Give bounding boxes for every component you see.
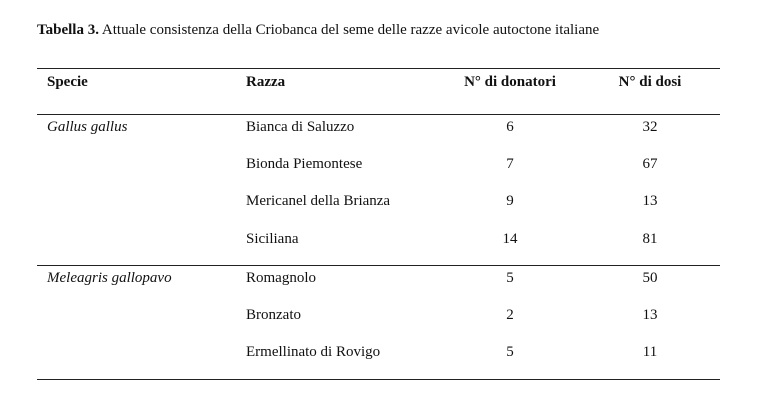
table-caption-label: Tabella 3. [37, 22, 99, 38]
table-caption-text: Attuale consistenza della Criobanca del seme delle razze avicole autoctone italiane [101, 22, 600, 38]
razza-cell: Bianca di Saluzzo [246, 119, 355, 135]
donatori-cell: 5 [506, 344, 514, 360]
razza-cell: Siciliana [246, 231, 299, 247]
table-bottom-rule [37, 379, 720, 380]
razza-cell: Ermellinato di Rovigo [246, 344, 381, 360]
razza-cell: Mericanel della Brianza [246, 193, 391, 209]
razza-cell: Bronzato [246, 307, 301, 323]
table-caption [37, 22, 599, 39]
header-donatori: N° di donatori [464, 74, 556, 90]
razza-cell: Bionda Piemontese [246, 156, 363, 172]
table-header-rule [37, 114, 720, 115]
specie-cell: Gallus gallus [47, 119, 128, 135]
table-top-rule [37, 68, 720, 69]
header-razza: Razza [246, 74, 286, 90]
dosi-cell: 32 [642, 119, 658, 135]
dosi-cell: 67 [642, 156, 658, 172]
donatori-cell: 5 [506, 270, 514, 286]
donatori-cell: 2 [506, 307, 514, 323]
specie-cell: Meleagris gallopavo [47, 270, 172, 286]
razza-cell: Romagnolo [246, 270, 316, 286]
header-specie: Specie [47, 74, 88, 90]
dosi-cell: 13 [642, 307, 658, 323]
donatori-cell: 9 [506, 193, 514, 209]
dosi-cell: 11 [642, 344, 658, 360]
dosi-cell: 13 [642, 193, 658, 209]
dosi-cell: 50 [642, 270, 658, 286]
donatori-cell: 6 [506, 119, 514, 135]
dosi-cell: 81 [642, 231, 658, 247]
donatori-cell: 14 [502, 231, 518, 247]
header-dosi: N° di dosi [618, 74, 682, 90]
group-separator-rule [37, 265, 720, 266]
donatori-cell: 7 [506, 156, 514, 172]
